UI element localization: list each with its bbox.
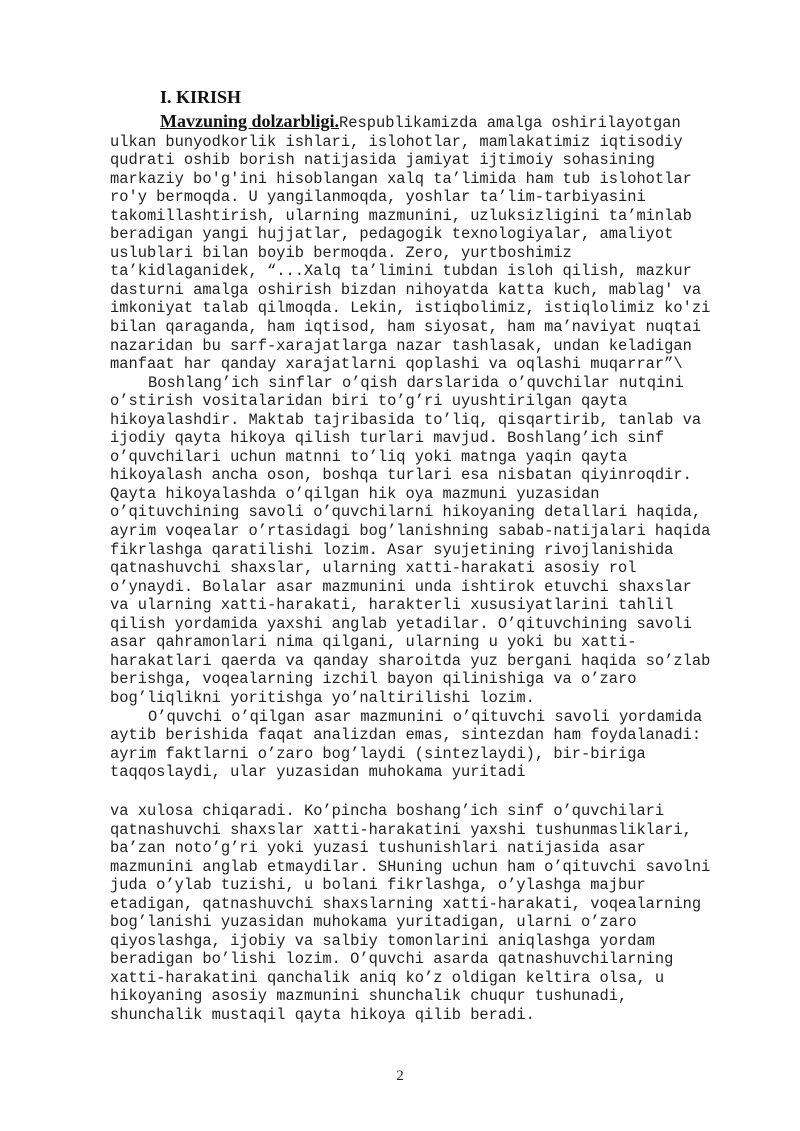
paragraph-relevance [110, 112, 750, 374]
paragraph-line: shunchalik mustaqil qayta hikoya qilib beradi. [110, 1006, 535, 1025]
first-line [110, 112, 750, 133]
paragraph-line: dasturni amalga oshirish bizdan nihoyatda katta kuch, mablag' va [110, 280, 702, 299]
paragraph-line: juda o’ylab tuzishi, u bolani fikrlashga, o’ylashga majbur [110, 876, 646, 895]
paragraph-line: etadigan, qatnashuvchi shaxslarning xatti-harakati, voqealarning [110, 894, 702, 913]
paragraph-line: hikoyaning asosiy mazmunini shunchalik chuqur tushunadi, [110, 987, 628, 1006]
subheading: Mavzuning dolzarbligi. [160, 111, 340, 131]
paragraph-line: qatnashuvchi shaxslar, ularning xatti-harakati asosiy rol [110, 559, 637, 578]
paragraph-line: uslublari bilan boyib bermoqda. Zero, yurtboshimiz [110, 243, 572, 262]
page-number: 2 [396, 1068, 404, 1084]
paragraph-line: mazmunini anglab etmaydilar. SHuning uchun ham o’qituvchi savolni [110, 857, 711, 876]
paragraph-line: ayrim faktlarni o’zaro bog’laydi (sintezlaydi), bir-biriga [110, 744, 646, 763]
paragraph-line: hikoyalash ancha oson, boshqa turlari esa nisbatan qiyinroqdir. [110, 466, 692, 485]
paragraph-line: ayrim voqealar o’rtasidagi bog’lanishning sabab-natijalari haqida [110, 522, 711, 541]
paragraph-line: fikrlashga qaratilishi lozim. Asar syujetining rivojlanishida [110, 540, 674, 559]
paragraph-line: manfaat har qanday xarajatlarni qoplashi va oqlashi muqarrar”\ [110, 355, 683, 374]
paragraph-line: taqqoslaydi, ular yuzasidan muhokama yuritadi [110, 763, 526, 782]
paragraph-line: o’quvchilari uchun matnni to’liq yoki matnga yaqin qayta [110, 447, 628, 466]
paragraph-line: aytib berishida faqat analizdan emas, sintezdan ham foydalanadi: [110, 726, 702, 745]
paragraph-line: Respublikamizda amalga oshirilayotgan [339, 114, 681, 132]
paragraph-line: bilan qaraganda, ham iqtisod, ham siyosat, ham ma’naviyat nuqtai [110, 318, 702, 337]
section-heading: I. KIRISH [160, 87, 242, 107]
paragraph-retelling [110, 374, 750, 708]
paragraph-conclusion [110, 802, 750, 1025]
paragraph-line: beradigan bo’lishi lozim. O’quvchi asarda qatnashuvchilarning [110, 950, 674, 969]
paragraph-line: qudrati oshib borish natijasida jamiyat ijtimoiy sohasining [110, 151, 655, 170]
paragraph-line: O’quvchi o’qilgan asar mazmunini o’qituvchi savoli yordamida [148, 707, 703, 726]
paragraph-line: beradigan yangi hujjatlar, pedagogik texnologiyalar, amaliyot [110, 225, 674, 244]
paragraph-line: ta’kidlaganidek, “...Xalq ta’limini tubdan isloh qilish, mazkur [110, 262, 692, 281]
paragraph-line: bog’liqlikni yoritishga yo’naltirilishi lozim. [110, 688, 535, 707]
paragraph-line: markaziy bo'g'ini hisoblangan xalq ta’limida ham tub islohotlar [110, 169, 692, 188]
paragraph-line: takomillashtirish, ularning mazmunini, uzluksizligini ta’minlab [110, 206, 692, 225]
paragraph-line: Boshlang’ich sinflar o’qish darslarida o’quvchilar nutqini [148, 373, 684, 392]
text-block-top [110, 112, 750, 782]
paragraph-line: Qayta hikoyalashda o’qilgan hik oya mazmuni yuzasidan [110, 484, 600, 503]
paragraph-line: o’ynaydi. Bolalar asar mazmunini unda ishtirok etuvchi shaxslar [110, 577, 692, 596]
paragraph-line: nazaridan bu sarf-xarajatlarga nazar tashlasak, undan keladigan [110, 336, 692, 355]
paragraph-line: harakatlari qaerda va qanday sharoitda yuz bergani haqida so’zlab [110, 651, 711, 670]
paragraph-line: bog’lanishi yuzasidan muhokama yuritadigan, ularni o’zaro [110, 913, 637, 932]
text-block-bottom [110, 802, 750, 1025]
paragraph-line: imkoniyat talab qilmoqda. Lekin, istiqbolimiz, istiqlolimiz ko'zi [110, 299, 711, 318]
paragraph-line: qilish yordamida yaxshi anglab yetadilar. O’qituvchining savoli [110, 614, 692, 633]
paragraph-line: o’qituvchining savoli o’quvchilarni hikoyaning detallari haqida, [110, 503, 702, 522]
paragraph-line: va ularning xatti-harakati, harakterli xususiyatlarini tahlil [110, 596, 674, 615]
paragraph-line: ulkan bunyodkorlik ishlari, islohotlar, mamlakatimiz iqtisodiy [110, 132, 683, 151]
paragraph-line: xatti-harakatini qanchalik aniq ko’z oldigan keltira olsa, u [110, 968, 665, 987]
paragraph-line: asar qahramonlari nima qilgani, ularning u yoki bu xatti- [110, 633, 637, 652]
paragraph-line: ba’zan noto’g’ri yoki yuzasi tushunishlari natijasida asar [110, 839, 646, 858]
paragraph-line: berishga, voqealarning izchil bayon qilinishiga va o’zaro [110, 670, 637, 689]
paragraph-line: ro'y bermoqda. U yangilanmoqda, yoshlar ta’lim-tarbiyasini [110, 188, 646, 207]
paragraph-line: va xulosa chiqaradi. Ko’pincha boshang’ich sinf o’quvchilari [110, 802, 665, 820]
paragraph-line: qiyoslashga, ijobiy va salbiy tomonlarini aniqlashga yordam [110, 931, 655, 950]
paragraph-analysis [110, 708, 750, 782]
paragraph-line: qatnashuvchi shaxslar xatti-harakatini yaxshi tushunmasliklari, [110, 820, 692, 839]
paragraph-line: o’stirish vositalaridan biri to’g’ri uyushtirilgan qayta [110, 392, 628, 411]
paragraph-line: hikoyalashdir. Maktab tajribasida to’liq, qisqartirib, tanlab va [110, 410, 702, 429]
paragraph-line: ijodiy qayta hikoya qilish turlari mavjud. Boshlang’ich sinf [110, 429, 665, 448]
